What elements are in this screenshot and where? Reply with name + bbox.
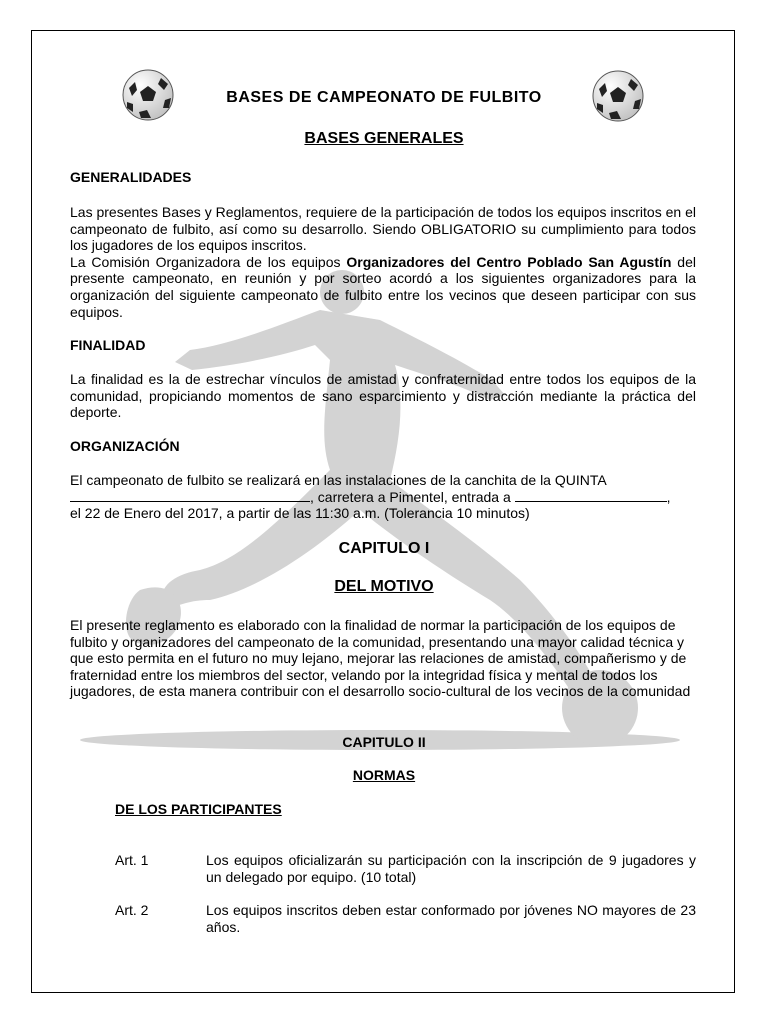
document-subtitle: BASES GENERALES bbox=[304, 130, 464, 147]
chapter-subheading-1: DEL MOTIVO bbox=[334, 578, 434, 595]
article-text: Los equipos inscritos deben estar conformado por jóvenes NO mayores de 23 años. bbox=[206, 902, 696, 935]
blank-fill-line bbox=[70, 489, 310, 502]
capitulo1-paragraph: El presente reglamento es elaborado con la finalidad de normar la participación de los equipos de fulbito y organizadores del campeonato de la comunidad, presentando una mayor calidad técnica y que esto permita en el futuro no muy lejano, mejorar las relaciones de amistad, compañerismo y de fraternidad entre los miembros del sector, velando por la integridad física y mental de todos los jugadores, de esta manera contribuir con el desarrollo socio-cultural de los vecinos de la comunidad bbox=[70, 617, 691, 700]
section-heading-organizacion: ORGANIZACIÓN bbox=[70, 438, 180, 454]
generalidades-text-1: Las presentes Bases y Reglamentos, requiere de la participación de todos los equipos inscritos en el campeonato de fulbito, así como su desarrollo. Siendo OBLIGATORIO su cumplimiento para todos los jugadores de los equipos inscritos. bbox=[70, 204, 696, 254]
article-text: Los equipos oficializarán su participación con la inscripción de 9 jugadores y un delegado por equipo. (10 total) bbox=[206, 852, 696, 885]
blank-fill-line bbox=[515, 489, 667, 502]
article-number: Art. 1 bbox=[115, 852, 149, 868]
chapter-subheading-2: NORMAS bbox=[352, 767, 416, 783]
chapter-heading-1: CAPITULO I bbox=[338, 540, 430, 557]
section-heading-generalidades: GENERALIDADES bbox=[70, 169, 192, 185]
organizacion-line-3: el 22 de Enero del 2017, a partir de las 11:30 a.m. (Tolerancia 10 minutos) bbox=[70, 505, 530, 522]
generalidades-text-2-bold: Organizadores del Centro Poblado San Agustín bbox=[346, 253, 672, 270]
finalidad-paragraph: La finalidad es la de estrechar vínculos de amistad y confraternidad entre todos los equipos de la comunidad, propiciando momentos de sano esparcimiento y distracción mediante la práctica del deporte. bbox=[70, 371, 696, 421]
organizacion-line-1: El campeonato de fulbito se realizará en las instalaciones de la canchita de la QUINTA bbox=[70, 472, 607, 488]
document-title: BASES DE CAMPEONATO DE FULBITO bbox=[226, 89, 542, 106]
section-heading-finalidad: FINALIDAD bbox=[70, 337, 146, 353]
generalidades-text-2a: La Comisión Organizadora de los equipos bbox=[70, 253, 347, 270]
section-heading-participantes: DE LOS PARTICIPANTES bbox=[115, 801, 282, 817]
organizacion-line-2-end: , bbox=[666, 488, 671, 505]
generalidades-text-2b: del presente campeonato, en reunión y por sorteo acordó a los siguientes organizadores para la organización del siguiente campeonato de fulbito entre los vecinos que deseen participar con sus equipos. bbox=[70, 253, 696, 320]
organizacion-paragraph bbox=[70, 472, 696, 522]
chapter-heading-2: CAPITULO II bbox=[342, 734, 426, 750]
article-number: Art. 2 bbox=[115, 902, 149, 918]
organizacion-line-2 bbox=[70, 489, 696, 506]
generalidades-paragraph bbox=[70, 204, 696, 320]
organizacion-line-2-text: , carretera a Pimentel, entrada a bbox=[310, 488, 515, 505]
